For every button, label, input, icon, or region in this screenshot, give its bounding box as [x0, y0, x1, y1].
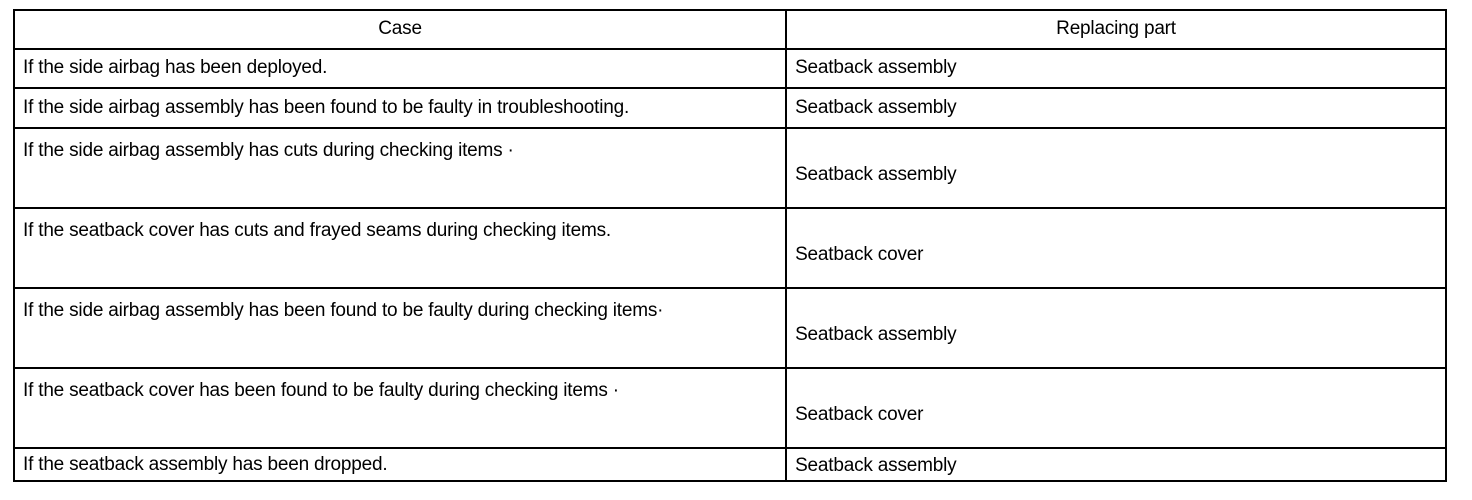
table-row [14, 128, 1446, 208]
replacing-part-cell: Seatback assembly [786, 49, 1446, 88]
case-cell: If the side airbag assembly has cuts during checking items · [14, 128, 786, 208]
case-cell: If the side airbag assembly has been found to be faulty during checking items· [14, 288, 786, 368]
replacing-part-cell: Seatback cover [786, 208, 1446, 288]
table-row [14, 49, 1446, 88]
case-cell: If the side airbag assembly has been found to be faulty in troubleshooting. [14, 88, 786, 128]
header-row [14, 10, 1446, 49]
replacing-part-cell: Seatback assembly [786, 88, 1446, 128]
case-cell: If the seatback cover has been found to be faulty during checking items · [14, 368, 786, 448]
table-row [14, 448, 1446, 481]
case-cell: If the side airbag has been deployed. [14, 49, 786, 88]
replacing-part-cell: Seatback assembly [786, 128, 1446, 208]
case-cell: If the seatback assembly has been dropped. [14, 448, 786, 481]
replacing-part-cell: Seatback assembly [786, 448, 1446, 481]
header-replacing-part: Replacing part [786, 10, 1446, 49]
table-row [14, 88, 1446, 128]
replacing-part-cell: Seatback assembly [786, 288, 1446, 368]
header-case: Case [14, 10, 786, 49]
table-row [14, 368, 1446, 448]
replacing-part-cell: Seatback cover [786, 368, 1446, 448]
case-cell: If the seatback cover has cuts and frayed seams during checking items. [14, 208, 786, 288]
table-row [14, 288, 1446, 368]
replacement-table [13, 9, 1447, 482]
table-row [14, 208, 1446, 288]
